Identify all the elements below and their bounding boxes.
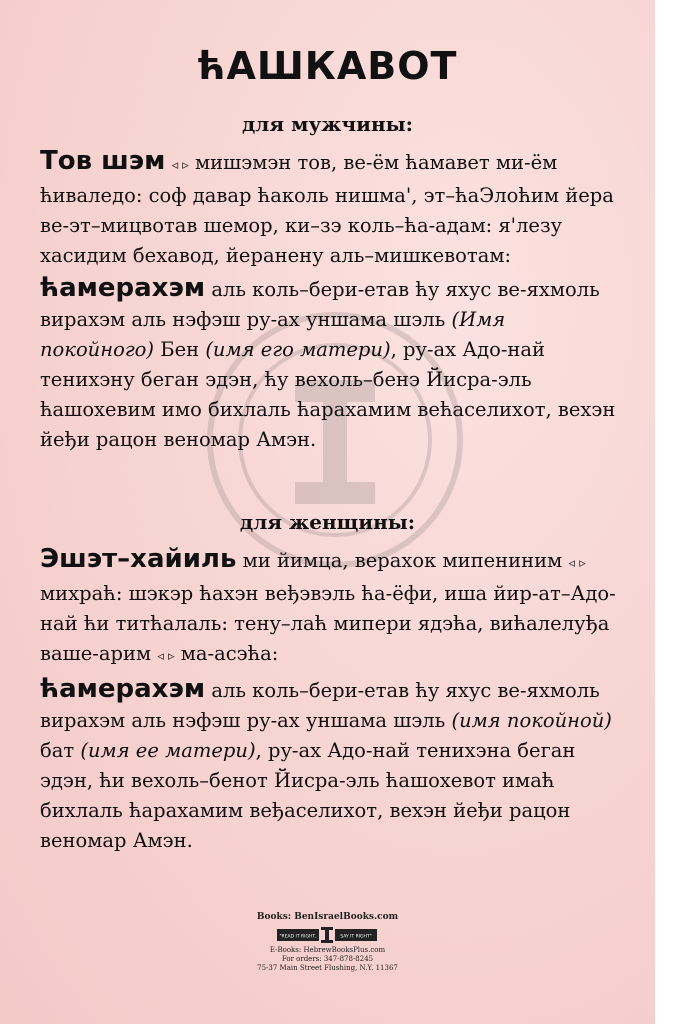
footer-address: 75-37 Main Street Flushing, N.Y. 11367 [257,964,398,972]
men-paragraph-1 [40,146,620,271]
women-p2-italic2: (имя ее матери) [80,739,256,762]
men-p2-text1: аль коль–бери-етав ћу яхус ве-яхмоль вирахэм аль нэфэш ру-ах уншама шэль [40,278,600,331]
arrows-icon: ◃ ▹ [171,158,189,173]
men-p2-lead: ћамерахэм [40,273,206,303]
women-lead: Эшэт–хайиль [40,544,237,574]
men-paragraph-2 [40,273,620,455]
read-it-right-logo [277,927,377,943]
footer-ebooks: E-Books: HebrewBooksPlus.com [269,946,386,954]
arrows-icon: ◃ ▹ [157,649,175,664]
men-p2-mid: Бен [160,338,200,361]
men-section [40,146,620,455]
women-p2-mid: бат [40,739,75,762]
women-p2-text2: , ру-ах Адо-най тенихэна беган эдэн, ћи вехоль–бенот Йисра-эль ћашохевот имаћ бихлаль ћарахамим веђаселихот, вехэн йеђи рацон веномар Амэн. [40,739,576,852]
women-paragraph-2 [40,674,620,856]
men-p2-text2: , ру-ах Адо-най тенихэну беган эдэн, ћу вехоль–бенэ Йисра-эль ћашохевим имо бихлаль ћарахамим већаселихот, вехэн йеђи рацон веномар Амэн. [40,338,616,451]
men-p2-italic1: (Имя покойного) [40,308,506,361]
logo-left-text: "READ IT RIGHT, [279,934,317,940]
women-p1-text: ми йимца, верахок мипениним [242,549,563,572]
men-lead: Тов шэм [40,146,166,176]
women-p2-lead: ћамерахэм [40,674,206,704]
women-p2-italic1: (имя покойной) [451,709,612,732]
women-p1-text-c: ма-асэћа: [180,642,279,665]
women-paragraph-1 [40,544,620,672]
men-heading: для мужчины: [241,112,414,136]
women-heading: для женщины: [239,510,416,534]
page-title: ћАШКАВОТ [197,44,458,88]
footer-books: Books: BenIsraelBooks.com [256,912,399,922]
footer-contact [0,946,655,973]
women-section [40,544,620,856]
women-p2-text1: аль коль–бери-етав ћу яхус ве-яхмоль вирахэм аль нэфэш ру-ах уншама шэль [40,679,600,732]
men-p2-italic2: (имя его матери) [205,338,391,361]
women-p1-text-b: михраћ: шэкэр ћахэн веђэвэль ћа-ёфи, иша йир-ат–Адо-най ћи титћалаль: тену–лаћ мипери ядэћа, вићалелуђа ваше-арим [40,582,616,665]
logo-right-text: SAY IT RIGHT" [340,934,372,940]
men-p1-text: мишэмэн тов, ве-ём ћамавет ми-ём ћиваледо: соф давар ћаколь нишма', эт–ћаЭлоћим йера ве-эт–мицвотав шемор, ки–зэ коль–ћа-адам: я'лезу хасидим бехавод, йеранену аль–мишкевотам: [40,151,614,267]
arrows-icon: ◃ ▹ [568,556,586,571]
footer-orders: For orders: 347-878-8245 [281,955,374,963]
